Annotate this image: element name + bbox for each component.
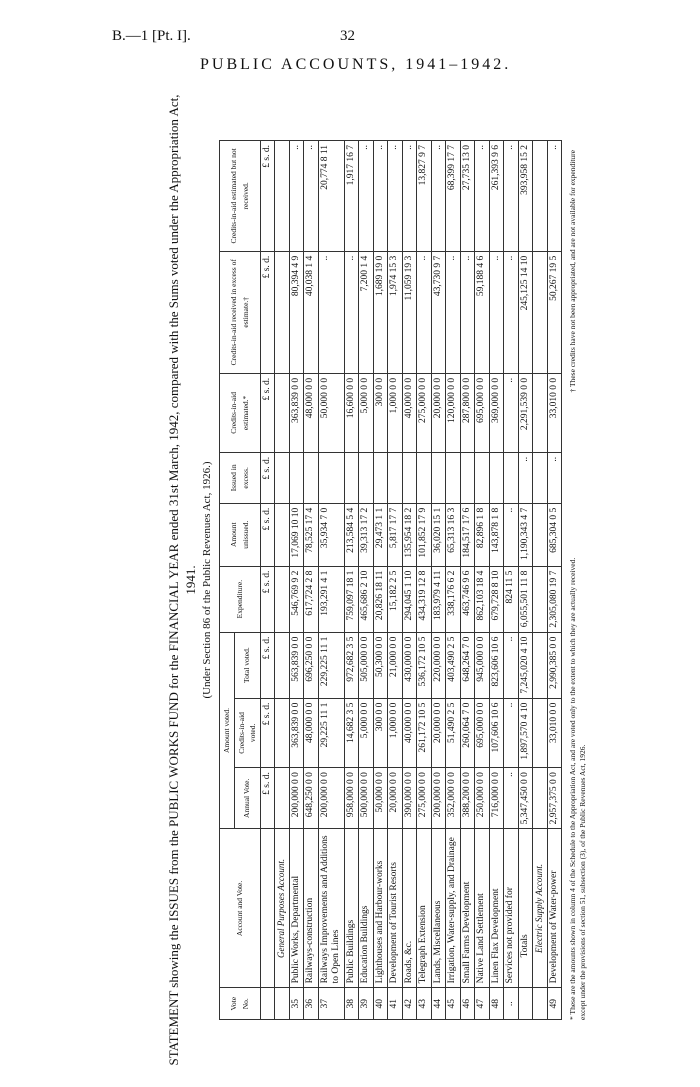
- totals-label: Totals: [518, 829, 533, 988]
- expenditure: 2,305,080 19 7: [547, 566, 562, 632]
- col-credits-voted: Credits-in-aid voted.: [234, 698, 260, 768]
- col-credits-received: Credits-in-aid received in excess of estimate.†: [220, 251, 261, 373]
- total-voted: 50,300 0 0: [373, 632, 388, 698]
- amount-unissued: 135,954 18 2: [402, 503, 417, 566]
- amount-unissued: 685,304 0 5: [547, 503, 562, 566]
- vote-number: 48: [489, 988, 504, 1020]
- vote-number: 38: [344, 988, 359, 1020]
- totals-credits-voted: 1,897,570 4 10: [518, 698, 533, 768]
- annual-vote: ..: [504, 768, 519, 829]
- vote-number: 43: [417, 988, 432, 1020]
- credits-voted: 14,682 3 5: [344, 698, 359, 768]
- units-label: £ s. d.: [260, 698, 275, 768]
- expenditure: 183,979 4 11: [431, 566, 446, 632]
- expenditure: 679,728 8 10: [489, 566, 504, 632]
- annual-vote: 250,000 0 0: [475, 768, 490, 829]
- vote-name: Public Works, Departmental: [289, 829, 304, 988]
- vote-name: Telegraph Extension: [417, 829, 432, 988]
- credits-estimated: 287,800 0 0: [460, 373, 475, 452]
- totals-total-voted: 7,245,020 4 10: [518, 632, 533, 698]
- annual-vote: 20,000 0 0: [388, 768, 403, 829]
- totals-expenditure: 6,055,501 11 8: [518, 566, 533, 632]
- totals-credits-estimated: 2,291,539 0 0: [518, 373, 533, 452]
- credits-voted: ..: [504, 698, 519, 768]
- vote-name: Small Farms Development: [460, 829, 475, 988]
- credits-estimated: 50,000 0 0: [318, 373, 344, 452]
- expenditure: 193,291 4 1: [318, 566, 344, 632]
- credits-voted: 1,000 0 0: [388, 698, 403, 768]
- expenditure: 434,319 12 8: [417, 566, 432, 632]
- vote-name: Services not provided for: [504, 829, 519, 988]
- annual-vote: 716,000 0 0: [489, 768, 504, 829]
- credits-not-received: 20,774 8 11: [318, 141, 344, 252]
- units-label: £ s. d.: [260, 373, 275, 452]
- units-label: £ s. d.: [260, 452, 275, 503]
- credits-voted: 260,064 7 0: [460, 698, 475, 768]
- credits-estimated: 275,000 0 0: [417, 373, 432, 452]
- credits-not-received: 1,917 16 7: [344, 141, 359, 252]
- table-row: [475, 141, 490, 1020]
- col-account: Account and Vote.: [220, 829, 261, 988]
- units-label: £ s. d.: [260, 566, 275, 632]
- totals-unissued: 1,190,343 4 7: [518, 503, 533, 566]
- credits-estimated: 33,010 0 0: [547, 373, 562, 452]
- amount-unissued: 78,525 17 4: [304, 503, 319, 566]
- annual-vote: 958,000 0 0: [344, 768, 359, 829]
- credits-voted: 20,000 0 0: [431, 698, 446, 768]
- credits-received: 43,730 9 7: [431, 251, 446, 373]
- amount-unissued: 17,069 10 10: [289, 503, 304, 566]
- units-label: £ s. d.: [260, 632, 275, 698]
- expenditure: 824 11 5: [504, 566, 519, 632]
- statement-subtitle: (Under Section 86 of the Public Revenues Act, 1926.): [201, 461, 213, 699]
- expenditure: 465,686 2 10: [359, 566, 374, 632]
- amount-unissued: 82,896 1 8: [475, 503, 490, 566]
- credits-not-received: ..: [359, 141, 374, 252]
- credits-received: 50,267 19 5: [547, 251, 562, 373]
- footnote-dagger: † These credits have not been appropriated, and are not available for expenditure: [568, 150, 577, 393]
- credits-received: ..: [446, 251, 461, 373]
- credits-not-received: ..: [402, 141, 417, 252]
- credits-estimated: 369,000 0 0: [489, 373, 504, 452]
- annual-vote: 390,000 0 0: [402, 768, 417, 829]
- vote-name: Development of Water-power: [547, 829, 562, 988]
- total-voted: ..: [504, 632, 519, 698]
- page-header-title: PUBLIC ACCOUNTS, 1941–1942.: [200, 56, 512, 73]
- credits-estimated: 120,000 0 0: [446, 373, 461, 452]
- footnote-star-cont: except under the provisions of section 51, subsection (3), of the Public Revenues Act, 1926.: [578, 744, 587, 1020]
- expenditure: 20,826 18 11: [373, 566, 388, 632]
- expenditure: 759,097 18 1: [344, 566, 359, 632]
- credits-received: 80,394 4 9: [289, 251, 304, 373]
- footnotes: [568, 140, 588, 1020]
- vote-number: 49: [547, 988, 562, 1020]
- credits-voted: 261,172 10 5: [417, 698, 432, 768]
- section-gpa: General Purposes Account.: [275, 829, 290, 988]
- credits-estimated: 300 0 0: [373, 373, 388, 452]
- table-row: [489, 141, 504, 1020]
- table-row: [431, 141, 446, 1020]
- annual-vote: 388,200 0 0: [460, 768, 475, 829]
- total-voted: 823,606 10 6: [489, 632, 504, 698]
- vote-number: 47: [475, 988, 490, 1020]
- credits-voted: 363,839 0 0: [289, 698, 304, 768]
- credits-not-received: ..: [373, 141, 388, 252]
- credits-not-received: ..: [504, 141, 519, 252]
- units-label: £ s. d.: [260, 768, 275, 829]
- totals-credits-received: 245,125 14 10: [518, 251, 533, 373]
- units-row: [260, 141, 275, 1020]
- table-row: [402, 141, 417, 1020]
- issued-excess: [359, 452, 374, 503]
- table-row: [460, 141, 475, 1020]
- total-voted: 563,839 0 0: [289, 632, 304, 698]
- total-voted: 2,990,385 0 0: [547, 632, 562, 698]
- totals-annual: 5,347,450 0 0: [518, 768, 533, 829]
- header-ref: B.—1 [Pt. I].: [112, 28, 191, 44]
- col-credits-not-received: Credits-in-aid estimated but not received.: [220, 141, 261, 252]
- credits-estimated: 695,000 0 0: [475, 373, 490, 452]
- credits-not-received: ..: [475, 141, 490, 252]
- col-issued-excess: Issued in excess.: [220, 452, 261, 503]
- vote-number: 35: [289, 988, 304, 1020]
- credits-not-received: 13,827 9 7: [417, 141, 432, 252]
- table-row: [344, 141, 359, 1020]
- credits-not-received: ..: [388, 141, 403, 252]
- page-number: 32: [340, 28, 355, 44]
- issued-excess: [373, 452, 388, 503]
- credits-not-received: 261,393 9 6: [489, 141, 504, 252]
- amount-unissued: 213,584 5 4: [344, 503, 359, 566]
- credits-voted: 107,606 10 6: [489, 698, 504, 768]
- issues-table: [219, 140, 562, 1020]
- annual-vote: 352,000 0 0: [446, 768, 461, 829]
- vote-number: 40: [373, 988, 388, 1020]
- vote-number: 44: [431, 988, 446, 1020]
- col-unissued: Amount unissued.: [220, 503, 261, 566]
- credits-estimated: ..: [504, 373, 519, 452]
- annual-vote: 200,000 0 0: [289, 768, 304, 829]
- section-esa: Electric Supply Account.: [533, 829, 548, 988]
- col-credits-estimated: Credits-in-aid estimated.*: [220, 373, 261, 452]
- vote-number: ..: [504, 988, 519, 1020]
- table-row: [547, 141, 562, 1020]
- vote-name: Public Buildings: [344, 829, 359, 988]
- section-row: [275, 141, 290, 1020]
- annual-vote: 50,000 0 0: [373, 768, 388, 829]
- amount-unissued: 29,473 1 1: [373, 503, 388, 566]
- total-voted: 972,682 3 5: [344, 632, 359, 698]
- expenditure: 617,724 2 8: [304, 566, 319, 632]
- credits-not-received: ..: [547, 141, 562, 252]
- annual-vote: 275,000 0 0: [417, 768, 432, 829]
- credits-voted: 695,000 0 0: [475, 698, 490, 768]
- vote-number: 37: [318, 988, 344, 1020]
- col-expenditure: Expenditure.: [220, 566, 261, 632]
- issued-excess: [402, 452, 417, 503]
- credits-not-received: 68,399 17 7: [446, 141, 461, 252]
- table-row: [504, 141, 519, 1020]
- credits-voted: 48,000 0 0: [304, 698, 319, 768]
- credits-not-received: ..: [431, 141, 446, 252]
- total-voted: 220,000 0 0: [431, 632, 446, 698]
- credits-received: 1,974 15 3: [388, 251, 403, 373]
- expenditure: 338,176 6 2: [446, 566, 461, 632]
- totals-row: [518, 141, 533, 1020]
- total-voted: 648,264 7 0: [460, 632, 475, 698]
- total-voted: 21,000 0 0: [388, 632, 403, 698]
- credits-received: ..: [417, 251, 432, 373]
- table-row: [359, 141, 374, 1020]
- units-label: £ s. d.: [260, 141, 275, 252]
- footnote-star: * These are the amounts shown in column 4 of the Schedule to the Appropriation Act, and are voted only to the extent to which they are actually received.: [568, 557, 577, 1020]
- annual-vote: 2,957,375 0 0: [547, 768, 562, 829]
- amount-unissued: 65,313 16 3: [446, 503, 461, 566]
- issued-excess: [344, 452, 359, 503]
- annual-vote: 500,000 0 0: [359, 768, 374, 829]
- vote-name: Lands, Miscellaneous: [431, 829, 446, 988]
- col-annual: Annual Vote.: [234, 768, 260, 829]
- vote-number: 41: [388, 988, 403, 1020]
- credits-estimated: 1,000 0 0: [388, 373, 403, 452]
- vote-name: Irrigation, Water-supply, and Drainage: [446, 829, 461, 988]
- vote-name: Lighthouses and Harbour-works: [373, 829, 388, 988]
- credits-received: ..: [318, 251, 344, 373]
- issued-excess: [304, 452, 319, 503]
- credits-received: ..: [344, 251, 359, 373]
- issued-excess: ..: [547, 452, 562, 503]
- expenditure: 546,769 9 2: [289, 566, 304, 632]
- total-voted: 403,490 2 5: [446, 632, 461, 698]
- col-total-voted: Total voted.: [234, 632, 260, 698]
- credits-received: 59,188 4 6: [475, 251, 490, 373]
- totals-issued-excess: ..: [518, 452, 533, 503]
- issued-excess: [460, 452, 475, 503]
- credits-voted: 29,225 11 1: [318, 698, 344, 768]
- credits-voted: 5,000 0 0: [359, 698, 374, 768]
- expenditure: 294,045 1 10: [402, 566, 417, 632]
- col-amount-voted: Amount voted.: [220, 632, 235, 829]
- table-row: [388, 141, 403, 1020]
- vote-name: Railways Improvements and Additions to Open Lines: [318, 829, 344, 988]
- expenditure: 15,182 2 5: [388, 566, 403, 632]
- credits-received: 1,689 19 0: [373, 251, 388, 373]
- credits-received: ..: [504, 251, 519, 373]
- vote-name: Development of Tourist Resorts: [388, 829, 403, 988]
- table-row: [417, 141, 432, 1020]
- amount-unissued: 143,878 1 8: [489, 503, 504, 566]
- credits-estimated: 16,600 0 0: [344, 373, 359, 452]
- units-label: £ s. d.: [260, 251, 275, 373]
- units-label: £ s. d.: [260, 503, 275, 566]
- amount-unissued: 39,313 17 2: [359, 503, 374, 566]
- credits-estimated: 20,000 0 0: [431, 373, 446, 452]
- table-row: [373, 141, 388, 1020]
- total-voted: 430,000 0 0: [402, 632, 417, 698]
- credits-received: ..: [460, 251, 475, 373]
- credits-not-received: ..: [289, 141, 304, 252]
- credits-received: 11,059 19 3: [402, 251, 417, 373]
- issued-excess: [489, 452, 504, 503]
- amount-unissued: 101,852 17 9: [417, 503, 432, 566]
- expenditure: 862,103 18 4: [475, 566, 490, 632]
- annual-vote: 200,000 0 0: [431, 768, 446, 829]
- vote-number: 46: [460, 988, 475, 1020]
- issued-excess: [417, 452, 432, 503]
- credits-not-received: 27,735 13 0: [460, 141, 475, 252]
- amount-unissued: 184,517 17 6: [460, 503, 475, 566]
- issued-excess: [388, 452, 403, 503]
- vote-number: 45: [446, 988, 461, 1020]
- issued-excess: [446, 452, 461, 503]
- totals-credits-not-received: 393,958 15 2: [518, 141, 533, 252]
- issued-excess: [289, 452, 304, 503]
- credits-voted: 40,000 0 0: [402, 698, 417, 768]
- vote-number: 36: [304, 988, 319, 1020]
- annual-vote: 200,000 0 0: [318, 768, 344, 829]
- total-voted: 229,225 11 1: [318, 632, 344, 698]
- issued-excess: [318, 452, 344, 503]
- vote-name: Native Land Settlement: [475, 829, 490, 988]
- credits-estimated: 363,839 0 0: [289, 373, 304, 452]
- rotated-statement: [165, 90, 587, 1070]
- expenditure: 463,746 9 6: [460, 566, 475, 632]
- total-voted: 696,250 0 0: [304, 632, 319, 698]
- table-row: [446, 141, 461, 1020]
- amount-unissued: 35,934 7 0: [318, 503, 344, 566]
- total-voted: 536,172 10 5: [417, 632, 432, 698]
- credits-estimated: 48,000 0 0: [304, 373, 319, 452]
- credits-received: 7,200 1 4: [359, 251, 374, 373]
- vote-name: Education Buildings: [359, 829, 374, 988]
- table-row: [304, 141, 319, 1020]
- issued-excess: [475, 452, 490, 503]
- credits-received: 40,038 1 4: [304, 251, 319, 373]
- vote-number: 42: [402, 988, 417, 1020]
- table-row: [289, 141, 304, 1020]
- amount-unissued: ..: [504, 503, 519, 566]
- statement-title: STATEMENT showing the ISSUES from the PUBLIC WORKS FUND for the FINANCIAL YEAR ended 31st March, 1942, compared with the Sums voted under the Appropriation Act, 1941.: [166, 94, 198, 1066]
- credits-received: ..: [489, 251, 504, 373]
- section-row: [533, 141, 548, 1020]
- vote-name: Linen Flax Development: [489, 829, 504, 988]
- credits-not-received: ..: [304, 141, 319, 252]
- credits-voted: 300 0 0: [373, 698, 388, 768]
- col-vote-no: Vote No.: [220, 988, 261, 1020]
- annual-vote: 648,250 0 0: [304, 768, 319, 829]
- amount-unissued: 5,817 17 7: [388, 503, 403, 566]
- vote-name: Railways-construction: [304, 829, 319, 988]
- table-row: [318, 141, 344, 1020]
- issued-excess: [431, 452, 446, 503]
- credits-estimated: 40,000 0 0: [402, 373, 417, 452]
- credits-voted: 33,010 0 0: [547, 698, 562, 768]
- credits-voted: 51,490 2 5: [446, 698, 461, 768]
- vote-name: Roads, &c.: [402, 829, 417, 988]
- issued-excess: [504, 452, 519, 503]
- vote-number: 39: [359, 988, 374, 1020]
- total-voted: 945,000 0 0: [475, 632, 490, 698]
- total-voted: 505,000 0 0: [359, 632, 374, 698]
- amount-unissued: 36,020 15 1: [431, 503, 446, 566]
- credits-estimated: 5,000 0 0: [359, 373, 374, 452]
